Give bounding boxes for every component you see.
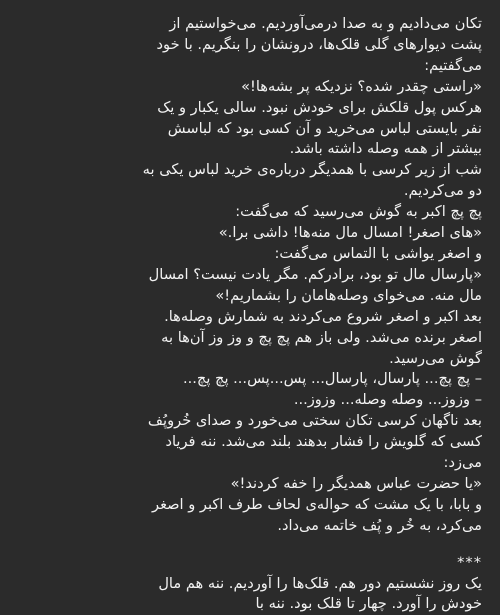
text-line: و اصغر یواشی با التماس می‌گفت: <box>274 244 482 262</box>
text-line: شب از زیر کرسی با همدیگر درباره‌ی خرید لباس یکی به <box>142 161 482 179</box>
text-line: بعد ناگهان کرسی تکان سختی می‌خورد و صدای خُروپُف <box>147 412 482 430</box>
story-text <box>18 14 482 615</box>
text-line: می‌گفتیم: <box>424 56 482 74</box>
text-line: دو می‌کردیم. <box>403 182 482 200</box>
text-line: «پارسال مال تو بود، برادرکم. مگر یادت نیست؟ امسال <box>148 265 482 283</box>
text-line: اصغر برنده می‌شد. ولی باز هم پچ پچ و وز وز آن‌ها به <box>161 328 482 346</box>
text-line: «های اصغر! امسال مال منه‌ها! داشی برا.» <box>218 224 482 242</box>
text-line: می‌کرد، به خُر و پُف خاتمه می‌داد. <box>277 516 482 534</box>
text-line: و بابا، با یک مشت که حواله‌ی لحاف طرف اکبر و اصغر <box>152 495 482 513</box>
text-line: خودش را آورد. چهار تا قلک بود. ننه با <box>255 595 482 613</box>
text-line: – وزوز... وصله وصله... وزوز... <box>293 391 482 409</box>
text-line: تکان می‌دادیم و به صدا درمی‌آوردیم. می‌خواستیم از <box>169 15 482 32</box>
text-line: «راستی چقدر شده؟ نزدیکه پر بشه‌ها!» <box>241 77 482 95</box>
text-line: بیشتر از همه وصله داشته باشد. <box>289 140 482 158</box>
text-line: بعد اکبر و اصغر شروع می‌کردند به شمارش وصله‌ها. <box>164 307 482 325</box>
text-line: می‌زد: <box>443 454 482 472</box>
text-line: پشت دیوارهای گلی قلک‌ها، درونشان را بنگریم. با خود <box>156 35 482 53</box>
text-line: پچ پچ اکبر به گوش می‌رسید که می‌گفت: <box>235 203 482 221</box>
text-line: «یا حضرت عباس همدیگر را خفه کردند!» <box>230 474 482 492</box>
text-line: – پچ پچ... پارسال، پارسال... پس...پس... پچ پچ... <box>183 370 482 388</box>
text-line: مال منه. می‌خوای وصله‌هامان را بشماریم!» <box>215 286 482 304</box>
section-separator: *** <box>457 553 482 571</box>
text-line: کسی که گلویش را فشار بدهند بلند می‌شد. ننه فریاد <box>165 433 482 451</box>
text-line: یک روز نشستیم دور هم. قلک‌ها را آوردیم. ننه هم مال <box>158 574 482 592</box>
text-line: نفر بایستی لباس می‌خرید و آن کسی بود که لباسش <box>167 119 482 137</box>
text-line: هرکس پول قلکش برای خودش نبود. سالی یکبار و یک <box>157 98 482 116</box>
text-line: گوش می‌رسید. <box>389 349 482 367</box>
